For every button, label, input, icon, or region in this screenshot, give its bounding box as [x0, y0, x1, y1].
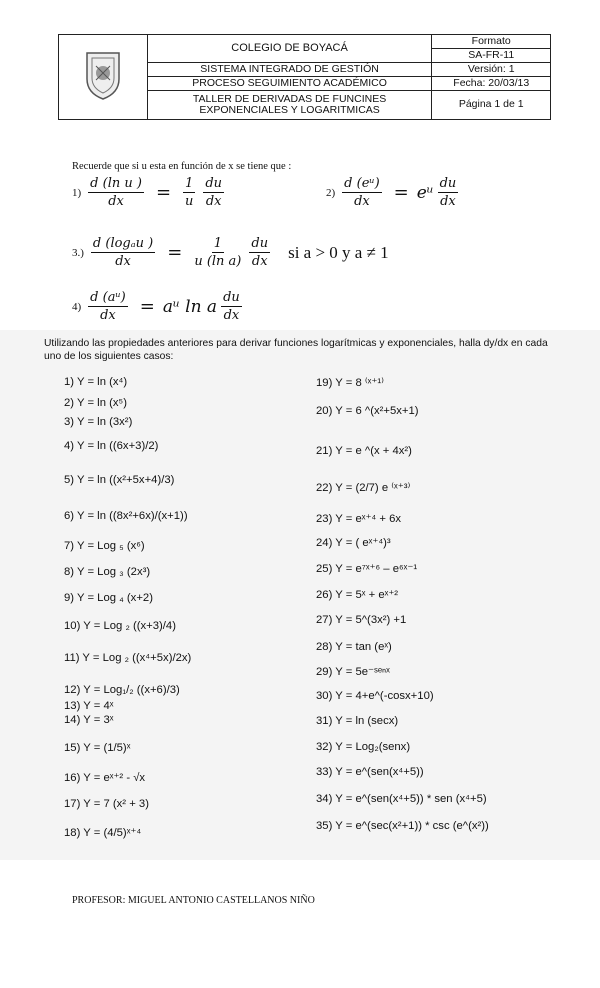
- exercise-item: 13) Y = 4ˣ: [64, 700, 114, 712]
- workshop-title: [147, 91, 432, 120]
- exercise-item: 20) Y = 6 ^(x²+5x+1): [316, 405, 419, 417]
- exercise-item: 11) Y = Log ₂ ((x⁴+5x)/2x): [64, 652, 192, 664]
- exercise-item: 4) Y = ln ((6x+3)/2): [64, 440, 159, 452]
- exercise-item: 28) Y = tan (eˣ): [316, 641, 392, 653]
- instructions: Utilizando las propiedades anteriores para derivar funciones logarítmicas y exponenciales, halla dy/dx en cada uno de los siguientes casos:: [44, 338, 548, 362]
- exercise-item: 12) Y = Log₁/₂ ((x+6)/3): [64, 684, 180, 696]
- formula-2: 2) $\frac{\text{d (eᵘ)}}{dx}$ = eᵘ $\frac{du}{dx}$: [326, 176, 457, 209]
- reminder-text: Recuerde que si u esta en función de x se tiene que :: [72, 161, 292, 172]
- exercise-item: 21) Y = e ^(x + 4x²): [316, 445, 412, 457]
- page-number: Página 1 de 1: [432, 91, 551, 120]
- exercise-item: 9) Y = Log ₄ (x+2): [64, 592, 153, 604]
- institution-name: COLEGIO DE BOYACÁ: [147, 35, 432, 63]
- format-label: Formato: [432, 35, 551, 49]
- exercise-item: 8) Y = Log ₃ (2x³): [64, 566, 151, 578]
- header-table: [58, 34, 551, 120]
- exercise-item: 10) Y = Log ₂ ((x+3)/4): [64, 620, 176, 632]
- exercise-item: 1) Y = ln (x⁴): [64, 376, 128, 388]
- exercise-item: 23) Y = eˣ⁺⁴ + 6x: [316, 513, 402, 525]
- formula-3: 3.) $\frac{\text{d (logₐu )}}{dx}$ = $\frac{1}{\text{u (ln a)}}$ $\frac{du}{dx}$ si a > 0 y a ≠ 1: [72, 236, 389, 269]
- exercise-item: 16) Y = eˣ⁺² - √x: [64, 772, 146, 784]
- system-name: SISTEMA INTEGRADO DE GESTIÓN: [147, 63, 432, 77]
- school-seal: [59, 35, 148, 120]
- exercise-item: 14) Y = 3ˣ: [64, 714, 114, 726]
- workshop-line-2: EXPONENCIALES Y LOGARITMICAS: [199, 104, 380, 116]
- workshop-line-1: TALLER DE DERIVADAS DE FUNCINES: [192, 92, 387, 105]
- crest-icon: [83, 49, 123, 101]
- formula-4: 4) $\frac{\text{d (aᵘ)}}{dx}$ = aᵘ ln a $\frac{du}{dx}$: [72, 290, 240, 323]
- exercise-item: 33) Y = e^(sen(x⁴+5)): [316, 766, 424, 778]
- exercise-item: 2) Y = ln (x⁵): [64, 397, 127, 409]
- date: Fecha: 20/03/13: [432, 77, 551, 91]
- exercise-item: 30) Y = 4+e^(-cosx+10): [316, 690, 434, 702]
- exercise-item: 24) Y = ( eˣ⁺⁴)³: [316, 537, 391, 549]
- exercise-item: 34) Y = e^(sen(x⁴+5)) * sen (x⁴+5): [316, 793, 487, 805]
- professor-name: PROFESOR: MIGUEL ANTONIO CASTELLANOS NIÑO: [72, 895, 315, 906]
- process-name: PROCESO SEGUIMIENTO ACADÉMICO: [147, 77, 432, 91]
- exercise-item: 25) Y = e⁷ˣ⁺⁶ – e⁶ˣ⁻¹: [316, 563, 418, 575]
- exercise-item: 32) Y = Log₂(senx): [316, 741, 411, 753]
- format-code: SA-FR-11: [432, 49, 551, 63]
- exercise-item: 15) Y = (1/5)ˣ: [64, 742, 131, 754]
- exercise-item: 27) Y = 5^(3x²) +1: [316, 614, 407, 626]
- exercise-item: 26) Y = 5ˣ + eˣ⁺²: [316, 589, 399, 601]
- exercise-item: 17) Y = 7 (x² + 3): [64, 798, 149, 810]
- exercise-item: 35) Y = e^(sec(x²+1)) * csc (e^(x²)): [316, 820, 489, 832]
- exercise-item: 18) Y = (4/5)ˣ⁺⁴: [64, 827, 142, 839]
- exercise-item: 31) Y = ln (secx): [316, 715, 399, 727]
- exercise-item: 6) Y = ln ((8x²+6x)/(x+1)): [64, 510, 188, 522]
- formula-1: 1) $\frac{\text{d (ln u )}}{dx}$ = $\frac{1}{u}$ $\frac{du}{dx}$: [72, 176, 223, 209]
- exercise-item: 5) Y = ln ((x²+5x+4)/3): [64, 474, 175, 486]
- exercise-item: 19) Y = 8 ⁽ˣ⁺¹⁾: [316, 377, 384, 389]
- exercise-item: 29) Y = 5e⁻ˢᵉⁿˣ: [316, 666, 390, 678]
- exercise-item: 22) Y = (2/7) e ⁽ˣ⁺³⁾: [316, 482, 411, 494]
- exercise-item: 7) Y = Log ₅ (x⁶): [64, 540, 145, 552]
- version: Versión: 1: [432, 63, 551, 77]
- exercise-item: 3) Y = ln (3x²): [64, 416, 133, 428]
